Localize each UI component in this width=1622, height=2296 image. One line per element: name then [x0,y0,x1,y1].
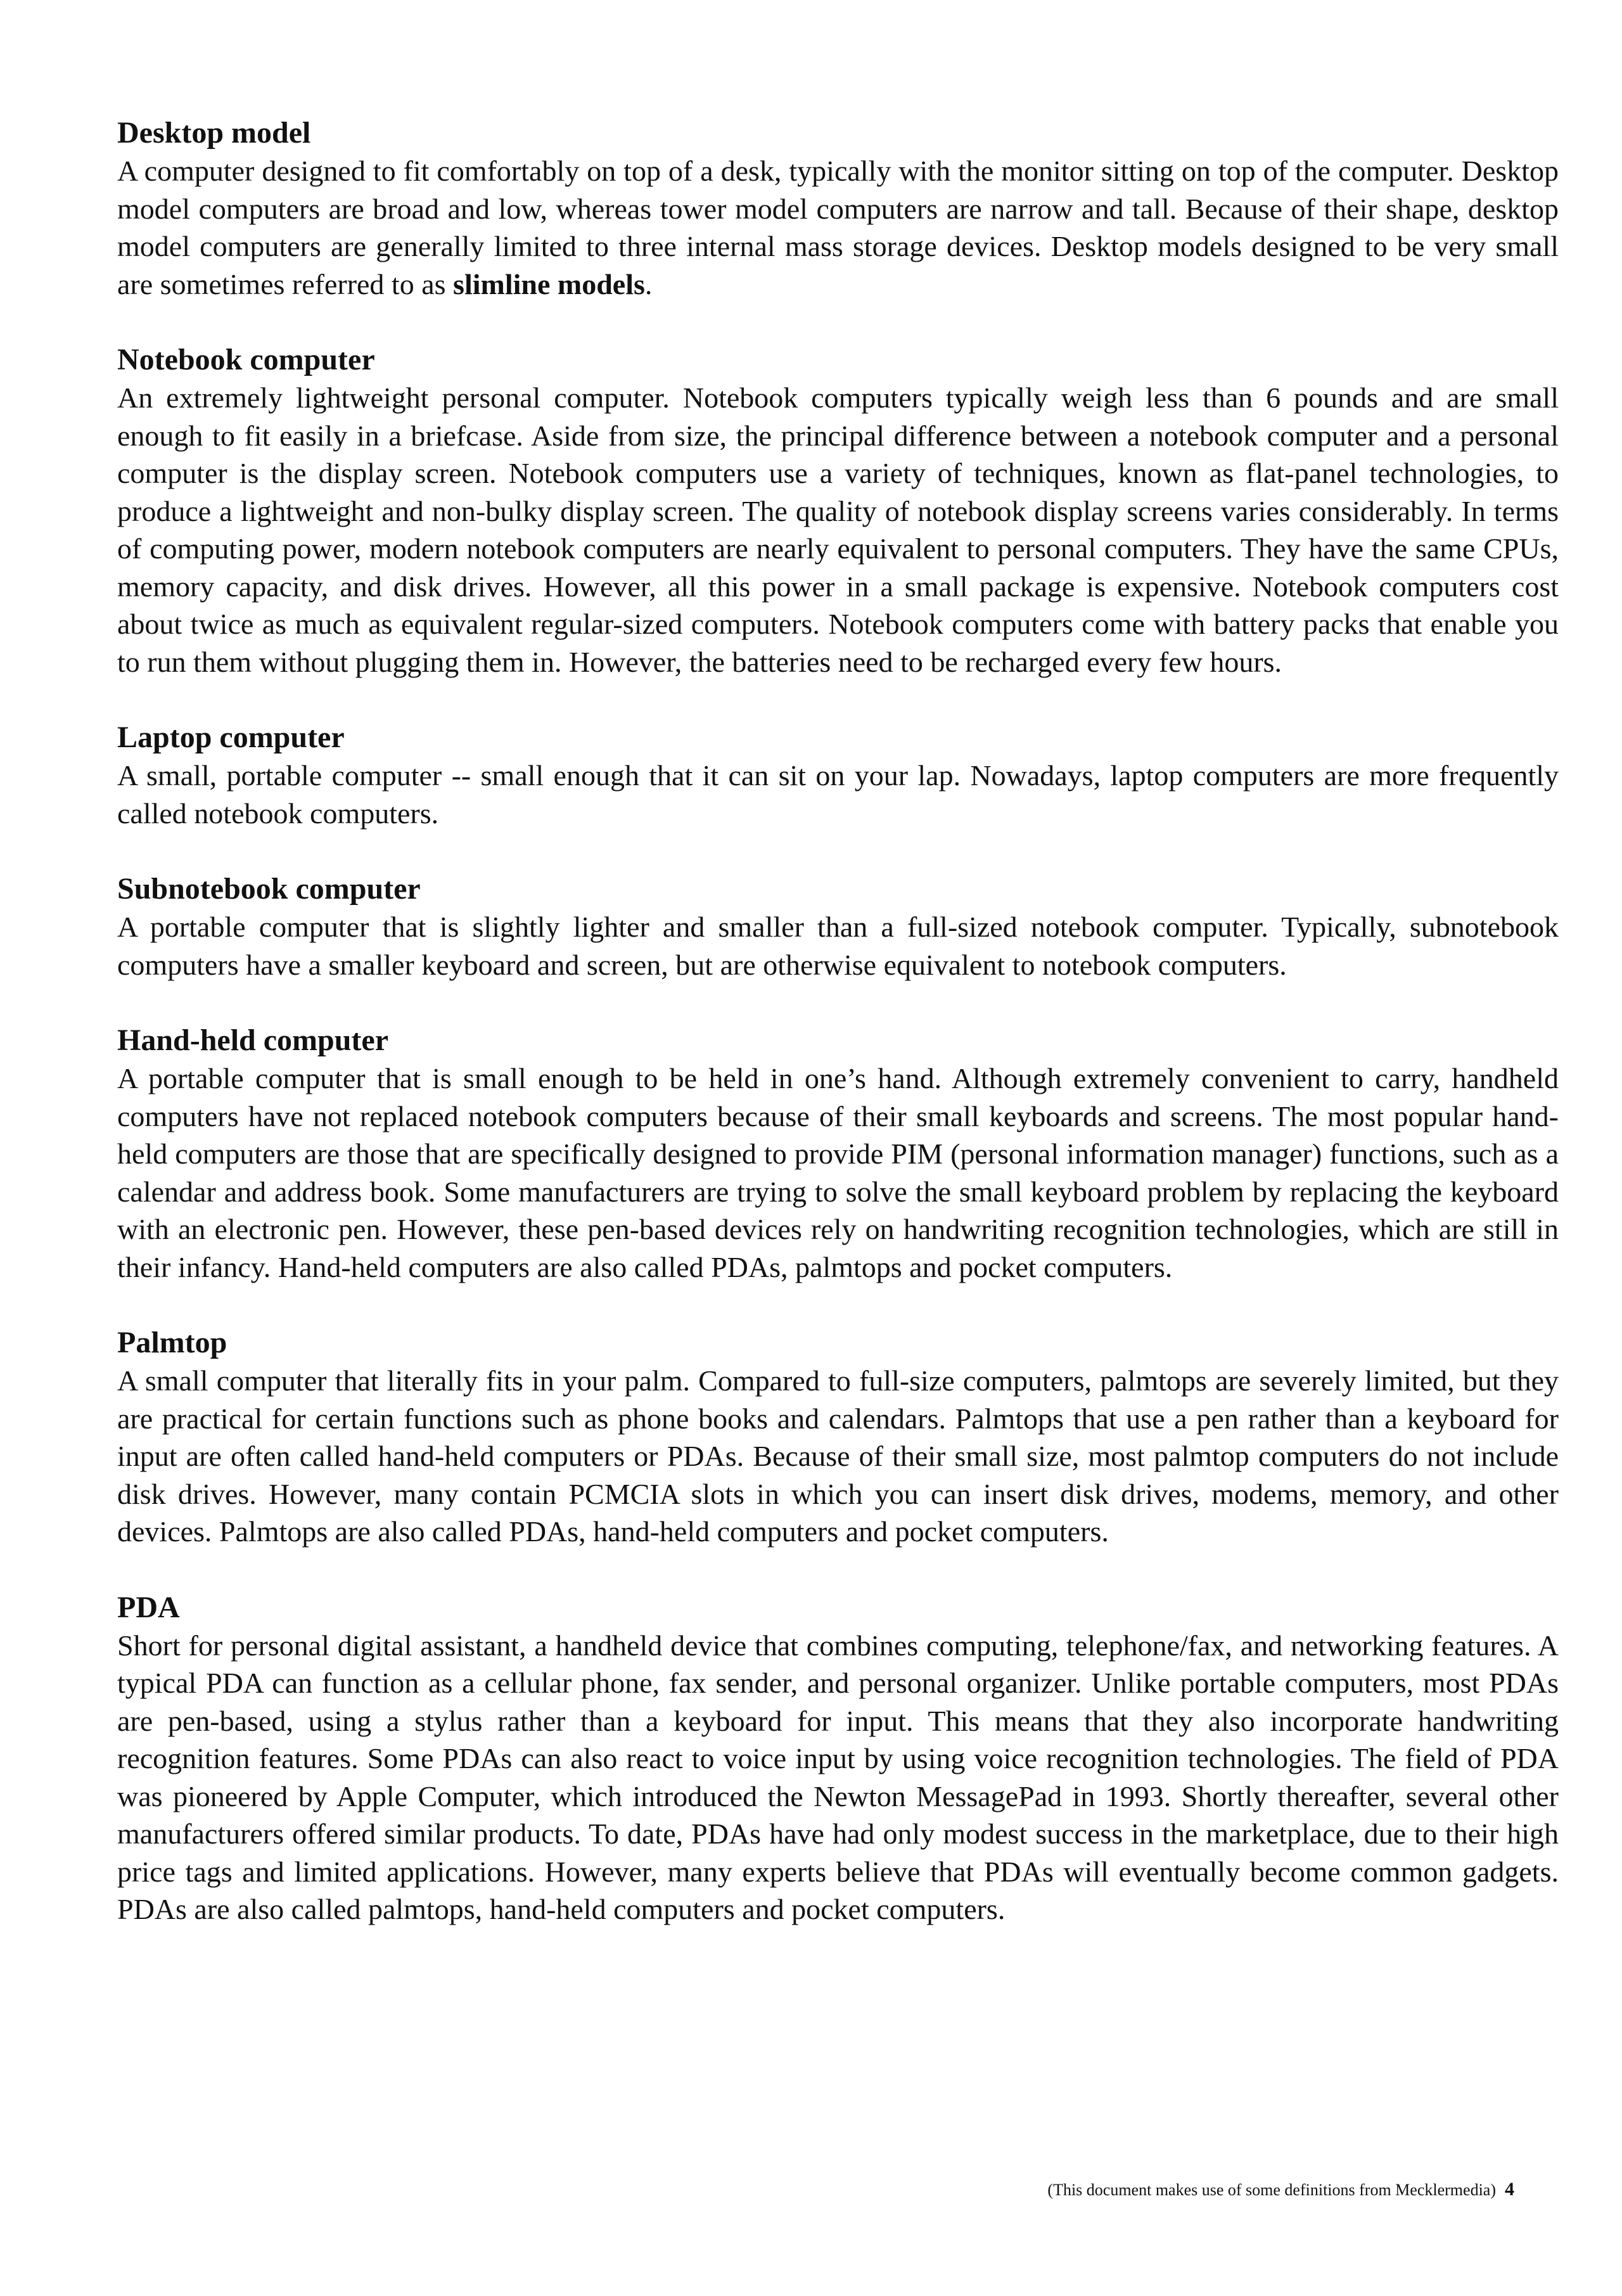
section-paragraph: A small, portable computer -- small enough that it can sit on your lap. Nowadays, laptop computers are more frequently called notebook computers. [117,759,1559,830]
section-heading: Palmtop [117,1326,227,1359]
section-heading: Desktop model [117,116,311,150]
bold-term: slimline models [453,267,645,300]
section-subnotebook-computer [117,870,1559,984]
section-heading: Laptop computer [117,721,345,754]
page-footer [1047,2179,1514,2201]
paragraph-text: A computer designed to fit comfortably on top of a desk, typically with the monitor sitting on top of the computer. Desktop model computers are broad and low, whereas tower model computers are narrow and tall. Because of their shape, desktop model computers are generally limited to three internal mass storage devices. Desktop models designed to be very small are sometimes referred to as [117,155,1559,300]
section-laptop-computer [117,719,1559,832]
section-paragraph [117,152,1559,303]
page-number: 4 [1505,2179,1514,2200]
section-paragraph: A portable computer that is small enough to be held in one’s hand. Although extremely convenient to carry, handheld computers have not replaced notebook computers because of their small keyboards and screens. The most popular hand-held computers are those that are specifically designed to provide PIM (personal information manager) functions, such as a calendar and address book. Some manufacturers are trying to solve the small keyboard problem by replacing the keyboard with an electronic pen. However, these pen-based devices rely on handwriting recognition technologies, which are still in their infancy. Hand-held computers are also called PDAs, palmtops and pocket computers. [117,1062,1559,1283]
paragraph-text-end: . [644,267,653,300]
section-paragraph: A small computer that literally fits in your palm. Compared to full-size computers, palmtops are severely limited, but they are practical for certain functions such as phone books and calendars. Palmtops that use a pen rather than a keyboard for input are often called hand-held computers or PDAs. Because of their small size, most palmtop computers do not include disk drives. However, many contain PCMCIA slots in which you can insert disk drives, modems, memory, and other devices. Palmtops are also called PDAs, hand-held computers and pocket computers. [117,1364,1559,1548]
section-hand-held-computer [117,1022,1559,1286]
section-heading: PDA [117,1590,180,1624]
section-palmtop [117,1324,1559,1551]
section-paragraph: Short for personal digital assistant, a handheld device that combines computing, telephone/fax, and networking features. A typical PDA can function as a cellular phone, fax sender, and personal organizer. Unlike portable computers, most PDAs are pen-based, using a stylus rather than a keyboard for input. This means that they also incorporate handwriting recognition features. Some PDAs can also react to voice input by using voice recognition technologies. The field of PDA was pioneered by Apple Computer, which introduced the Newton MessagePad in 1993. Shortly thereafter, several other manufacturers offered similar products. To date, PDAs have had only modest success in the marketplace, due to their high price tags and limited applications. However, many experts believe that PDAs will eventually become common gadgets. PDAs are also called palmtops, hand-held computers and pocket computers. [117,1629,1559,1925]
section-heading: Hand-held computer [117,1023,389,1057]
document-page [117,114,1559,1966]
section-desktop-model [117,114,1559,303]
section-heading: Subnotebook computer [117,872,421,906]
section-heading: Notebook computer [117,343,375,376]
section-paragraph: A portable computer that is slightly lighter and smaller than a full-sized notebook computer. Typically, subnotebook computers have a smaller keyboard and screen, but are otherwise equivalent to notebook computers. [117,911,1559,981]
section-notebook-computer [117,341,1559,681]
section-pda [117,1589,1559,1928]
section-paragraph: An extremely lightweight personal computer. Notebook computers typically weigh less than 6 pounds and are small enough to fit easily in a briefcase. Aside from size, the principal difference between a notebook computer and a personal computer is the display screen. Notebook computers use a variety of techniques, known as flat-panel technologies, to produce a lightweight and non-bulky display screen. The quality of notebook display screens varies considerably. In terms of computing power, modern notebook computers are nearly equivalent to personal computers. They have the same CPUs, memory capacity, and disk drives. However, all this power in a small package is expensive. Notebook computers cost about twice as much as equivalent regular-sized computers. Notebook computers come with battery packs that enable you to run them without plugging them in. However, the batteries need to be recharged every few hours. [117,382,1559,678]
footer-note: (This document makes use of some definitions from Mecklermedia) [1047,2181,1496,2199]
